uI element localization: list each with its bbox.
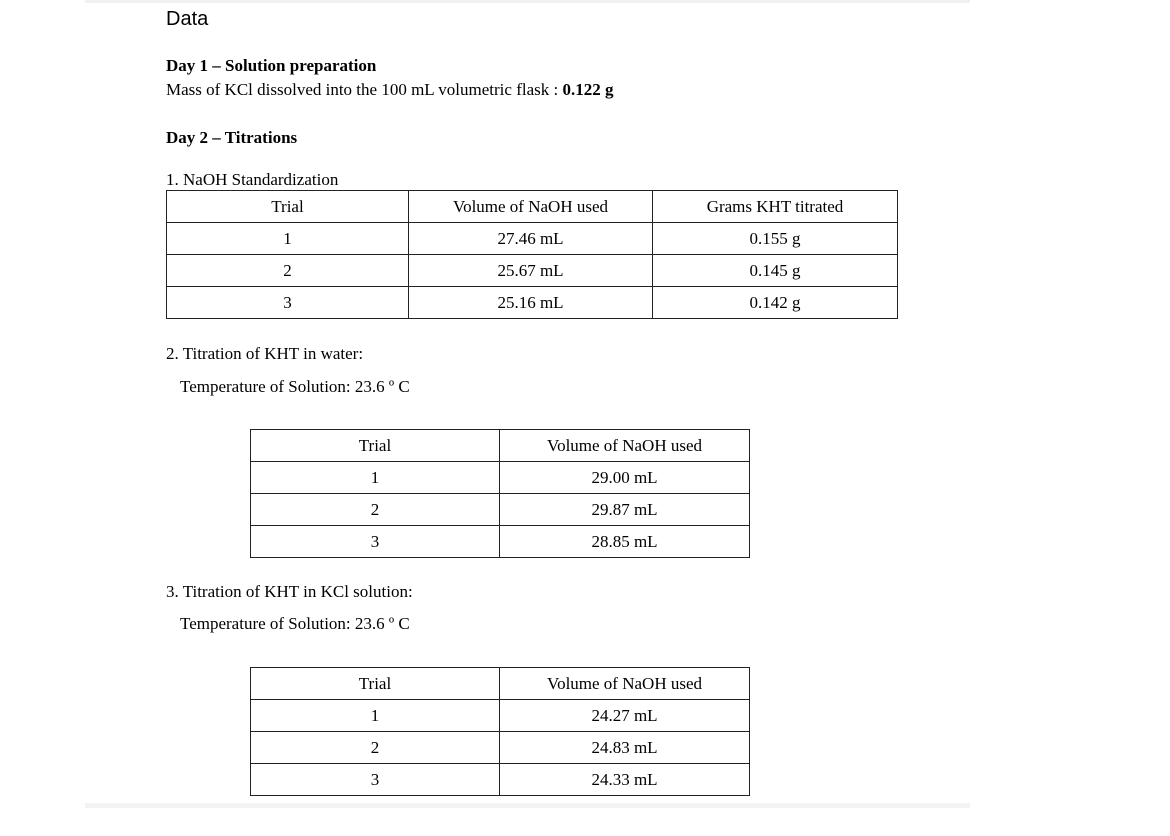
table-header-row <box>251 668 750 700</box>
table-row <box>251 526 750 558</box>
volume-cell: 29.00 mL <box>500 462 750 494</box>
table-row <box>251 764 750 796</box>
trial-cell: 3 <box>251 764 500 796</box>
column-header: Volume of NaOH used <box>500 430 750 462</box>
kcl-mass-label: Mass of KCl dissolved into the 100 mL volumetric flask : <box>166 80 563 99</box>
column-header: Trial <box>251 430 500 462</box>
volume-cell: 29.87 mL <box>500 494 750 526</box>
section3-title: 3. Titration of KHT in KCl solution: <box>166 582 413 601</box>
day1-title: Day 1 – Solution preparation <box>166 56 377 75</box>
page-title: Data <box>166 8 209 30</box>
trial-cell: 1 <box>167 223 409 255</box>
kcl-mass-value: 0.122 g <box>562 80 614 99</box>
volume-cell: 24.83 mL <box>500 732 750 764</box>
kht-water-table <box>250 429 750 558</box>
column-header: Grams KHT titrated <box>653 191 898 223</box>
trial-cell: 3 <box>167 287 409 319</box>
column-header: Volume of NaOH used <box>500 668 750 700</box>
kht-kcl-table <box>250 667 750 796</box>
table-row <box>167 223 898 255</box>
trial-cell: 2 <box>251 494 500 526</box>
table-row <box>167 255 898 287</box>
section3-temperature: Temperature of Solution: 23.6 º C <box>180 614 410 633</box>
grams-cell: 0.155 g <box>653 223 898 255</box>
table-row <box>251 700 750 732</box>
grams-cell: 0.145 g <box>653 255 898 287</box>
trial-cell: 3 <box>251 526 500 558</box>
trial-cell: 2 <box>251 732 500 764</box>
trial-cell: 1 <box>251 700 500 732</box>
trial-cell: 2 <box>167 255 409 287</box>
page-edge-top <box>85 0 970 3</box>
volume-cell: 25.67 mL <box>409 255 653 287</box>
day2-title: Day 2 – Titrations <box>166 128 298 147</box>
volume-cell: 28.85 mL <box>500 526 750 558</box>
table-header-row <box>167 191 898 223</box>
volume-cell: 27.46 mL <box>409 223 653 255</box>
column-header: Volume of NaOH used <box>409 191 653 223</box>
kcl-mass-line <box>166 80 613 100</box>
column-header: Trial <box>167 191 409 223</box>
page-edge-bottom <box>85 803 970 808</box>
column-header: Trial <box>251 668 500 700</box>
section2-temperature: Temperature of Solution: 23.6 º C <box>180 377 410 396</box>
trial-cell: 1 <box>251 462 500 494</box>
table-header-row <box>251 430 750 462</box>
grams-cell: 0.142 g <box>653 287 898 319</box>
naoh-standardization-table <box>166 190 898 319</box>
table-row <box>251 732 750 764</box>
volume-cell: 24.27 mL <box>500 700 750 732</box>
volume-cell: 25.16 mL <box>409 287 653 319</box>
section1-title: 1. NaOH Standardization <box>166 170 339 189</box>
table-row <box>167 287 898 319</box>
section2-title: 2. Titration of KHT in water: <box>166 344 364 363</box>
table-row <box>251 462 750 494</box>
volume-cell: 24.33 mL <box>500 764 750 796</box>
table-row <box>251 494 750 526</box>
